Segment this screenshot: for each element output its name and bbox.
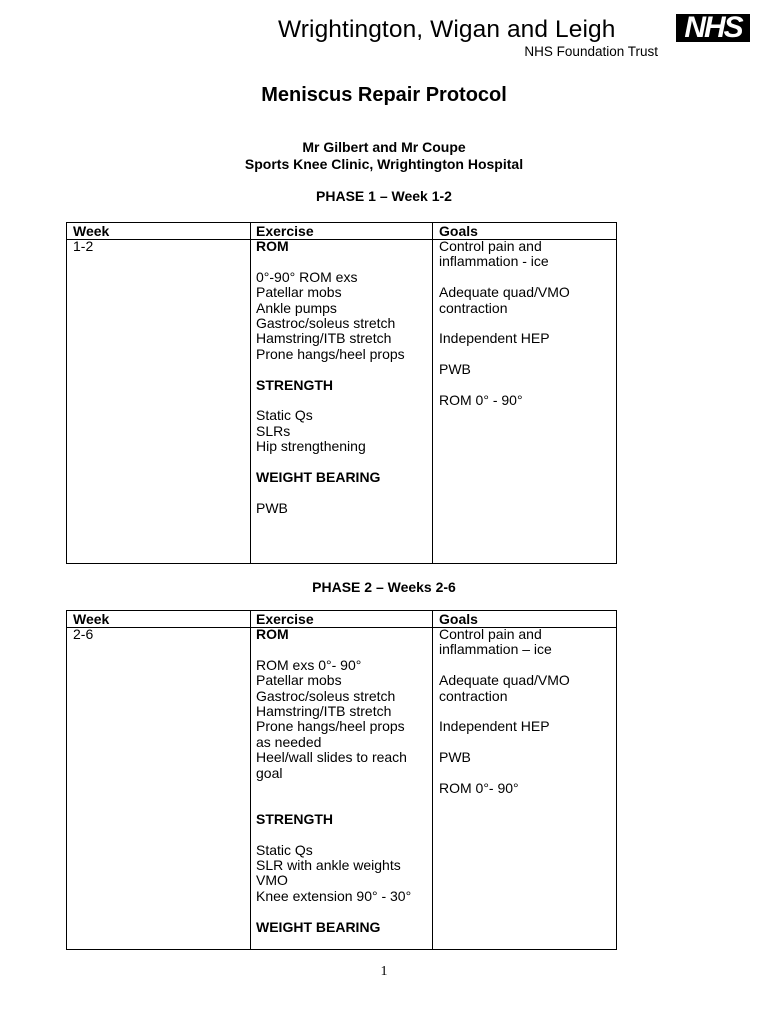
org-name: Wrightington, Wigan and Leigh [278,16,616,43]
phase-2-table [66,610,617,950]
line-spacer [439,704,615,719]
section-label: WEIGHT BEARING [256,469,381,486]
nhs-logo [676,14,750,42]
line-spacer [256,904,428,919]
text-line: 0°-90° ROM exs [256,268,358,285]
text-line: PWB [256,499,288,516]
line-spacer [256,781,428,796]
section-label: STRENGTH [256,810,333,827]
column-divider [432,223,433,563]
header-exercise: Exercise [256,223,314,239]
column-divider [432,611,433,949]
line-spacer [256,796,428,811]
header-goals: Goals [439,611,478,627]
text-line: ROM 0°- 90° [439,780,519,796]
line-spacer [439,378,615,393]
line-spacer [439,658,615,673]
text-line: Knee extension 90° - 30° [256,887,412,904]
page-number: 1 [380,964,388,979]
text-line: Control pain and [439,626,542,642]
line-spacer [439,270,615,285]
text-line: goal [256,764,283,781]
header-exercise: Exercise [256,611,314,627]
section-label: ROM [256,626,289,642]
line-spacer [256,642,428,657]
section-label: STRENGTH [256,376,333,393]
phase-1-heading: PHASE 1 – Week 1-2 [316,188,452,204]
exercise-cell [256,627,428,935]
text-line: PWB [439,749,471,766]
line-spacer [439,316,615,331]
text-line: ROM 0° - 90° [439,392,523,408]
text-line: Hamstring/ITB stretch [256,703,392,720]
section-label: WEIGHT BEARING [256,918,381,935]
header-week: Week [73,223,110,239]
line-spacer [256,362,428,377]
text-line: Prone hangs/heel props [256,345,405,362]
text-line: Control pain and [439,238,542,254]
column-divider [250,223,251,563]
text-line: Static Qs [256,407,313,424]
header-goals: Goals [439,223,478,239]
week-cell: 1-2 [73,238,94,254]
text-line: inflammation – ice [439,641,552,658]
phase-1-table [66,222,617,564]
phase-2-heading: PHASE 2 – Weeks 2-6 [312,579,456,595]
text-line: Static Qs [256,841,313,858]
line-spacer [439,766,615,781]
text-line: SLRs [256,422,291,439]
text-line: inflammation - ice [439,253,549,270]
line-spacer [256,827,428,842]
text-line: contraction [439,687,508,704]
text-line: Adequate quad/VMO [439,672,570,689]
text-line: Hip strengthening [256,438,366,455]
header-week: Week [73,611,110,627]
line-spacer [256,485,428,500]
line-spacer [256,393,428,408]
text-line: Hamstring/ITB stretch [256,330,392,347]
nhs-logo-text: NHS [684,14,742,42]
text-line: Prone hangs/heel props [256,718,405,735]
line-spacer [439,347,615,362]
text-line: as needed [256,733,322,750]
text-line: Ankle pumps [256,299,337,316]
line-spacer [256,455,428,470]
exercise-cell [256,239,428,516]
text-line: Gastroc/soleus stretch [256,315,396,332]
text-line: Patellar mobs [256,284,342,301]
goals-cell [439,627,615,796]
text-line: Patellar mobs [256,672,342,689]
clinic-name: Sports Knee Clinic, Wrightington Hospital [244,156,524,172]
text-line: Independent HEP [439,330,550,347]
line-spacer [439,735,615,750]
section-label: ROM [256,238,289,254]
text-line: contraction [439,299,508,316]
text-line: Independent HEP [439,718,550,735]
authors: Mr Gilbert and Mr Coupe [302,139,466,155]
text-line: Heel/wall slides to reach [256,749,407,766]
text-line: Gastroc/soleus stretch [256,687,396,704]
org-subtitle: NHS Foundation Trust [524,44,658,59]
goals-cell [439,239,615,408]
text-line: ROM exs 0°- 90° [256,656,362,673]
week-cell: 2-6 [73,626,94,642]
text-line: VMO [256,872,288,889]
line-spacer [256,254,428,269]
org-header [278,14,666,64]
document-title: Meniscus Repair Protocol [261,84,507,106]
column-divider [250,611,251,949]
text-line: PWB [439,361,471,378]
text-line: SLR with ankle weights [256,857,401,874]
text-line: Adequate quad/VMO [439,284,570,301]
